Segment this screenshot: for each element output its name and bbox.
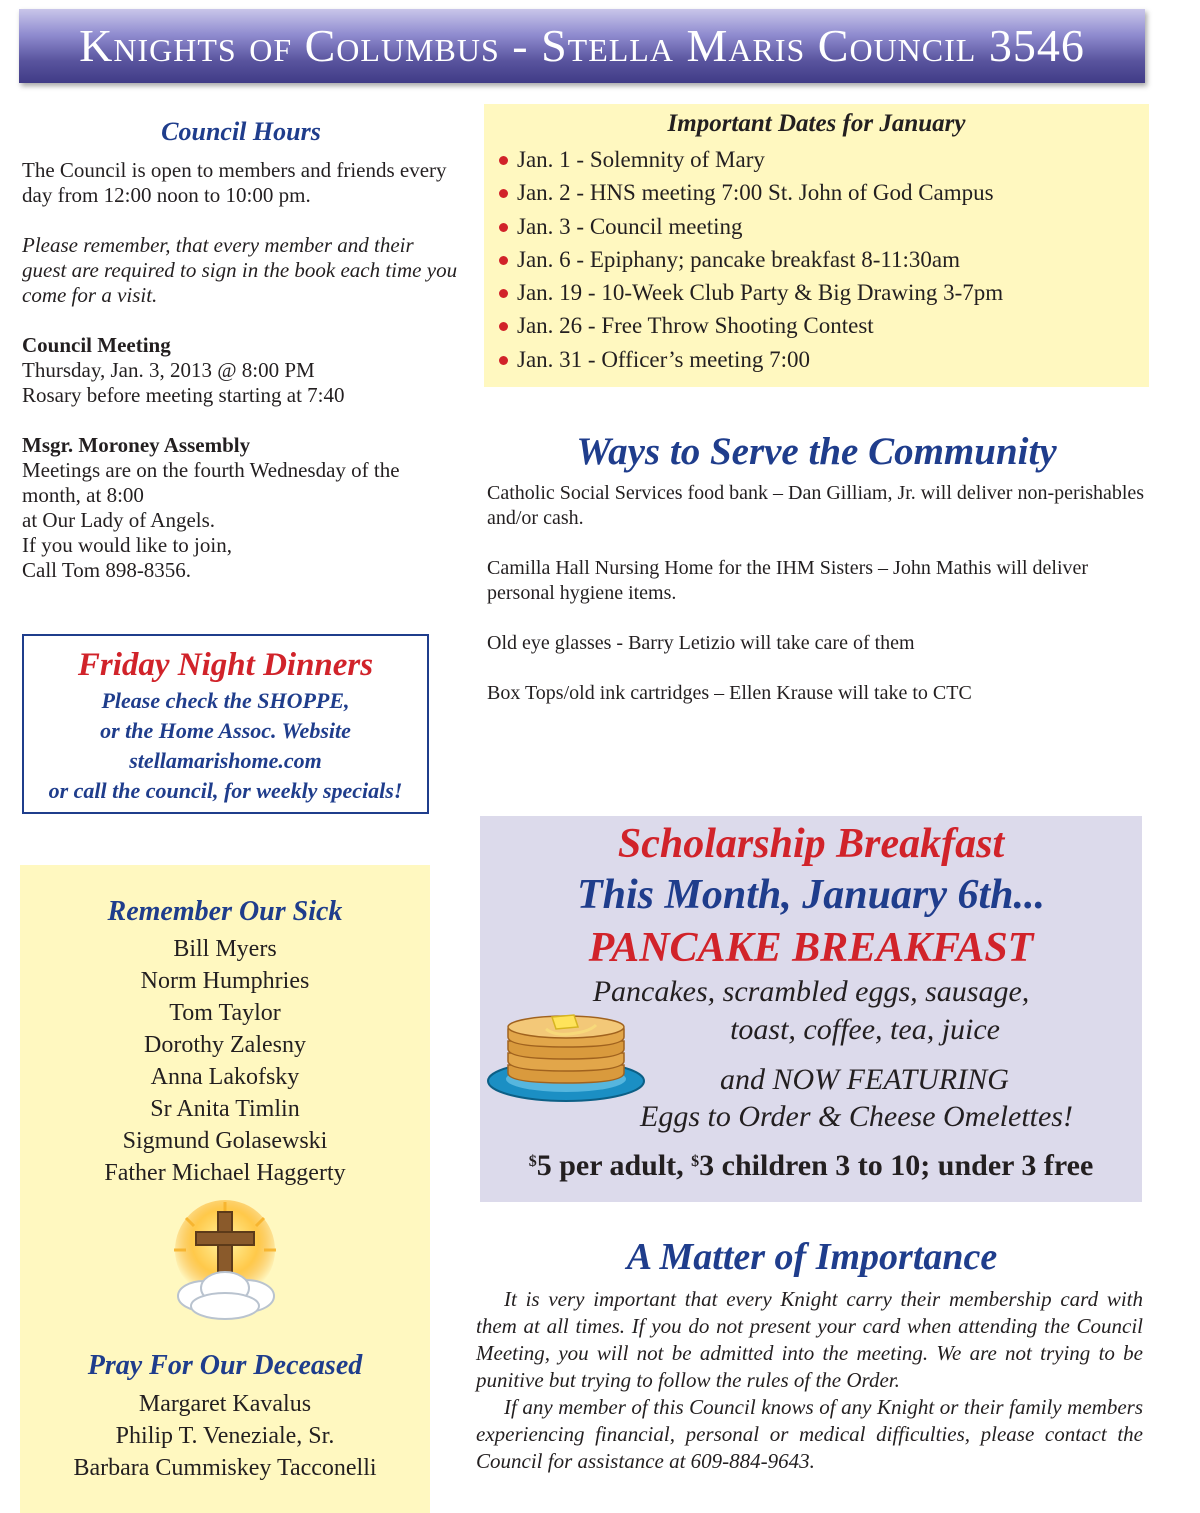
matter-paragraph: If any member of this Council knows of any Knight or their family members experiencing financial, personal or medical difficulties, please contact the Council for assistance at 609-884-9643. [476, 1395, 1143, 1473]
pancake-stack-icon [486, 1003, 646, 1103]
list-item: Anna Lakofsky [150, 1064, 300, 1090]
breakfast-featuring-items: Eggs to Order & Cheese Omelettes! [640, 1100, 1073, 1133]
sick-heading: Remember Our Sick [107, 896, 343, 927]
council-hours-heading: Council Hours [161, 117, 321, 146]
important-dates-heading: Important Dates for January [667, 110, 966, 137]
list-item: Tom Taylor [169, 1000, 281, 1026]
date-item-text: Jan. 2 - HNS meeting 7:00 St. John of God Campus [517, 180, 994, 206]
bullet-icon [499, 223, 508, 232]
bullet-icon [499, 156, 508, 165]
date-item-text: Jan. 31 - Officer’s meeting 7:00 [517, 346, 810, 372]
bullet-icon [499, 256, 508, 265]
price-adult: 5 per adult, [536, 1149, 692, 1182]
date-item-text: Jan. 1 - Solemnity of Mary [517, 147, 765, 172]
list-item: Dorothy Zalesny [144, 1032, 306, 1058]
assembly-line: Meetings are on the fourth Wednesday of the month, at 8:00 [22, 458, 400, 507]
list-item: Camilla Hall Nursing Home for the IHM Sisters – John Mathis will deliver personal hygiene items. [487, 557, 1089, 604]
list-item: Barbara Cummiskey Tacconelli [73, 1455, 377, 1481]
list-item [496, 210, 1146, 243]
date-item-text: Jan. 3 - Council meeting [517, 213, 743, 239]
assembly-line: Call Tom 898-8356. [22, 558, 192, 582]
list-item: Father Michael Haggerty [104, 1160, 346, 1186]
friday-dinners-title: Friday Night Dinners [77, 647, 374, 683]
bullet-icon [499, 356, 508, 365]
date-item-text: Jan. 26 - Free Throw Shooting Contest [517, 313, 874, 339]
list-item: Box Tops/old ink cartridges – Ellen Krause will take to CTC [487, 682, 972, 704]
breakfast-date: This Month, January 6th... [577, 872, 1045, 918]
list-item: Margaret Kavalus [138, 1391, 312, 1417]
bullet-icon [499, 189, 508, 198]
assembly-line: If you would like to join, [22, 533, 232, 557]
breakfast-title: Scholarship Breakfast [617, 821, 1005, 867]
list-item: Catholic Social Services food bank – Dan Gilliam, Jr. will deliver non-perishables and/or cash. [487, 482, 1145, 529]
list-item [496, 243, 1146, 276]
breakfast-menu-line: toast, coffee, tea, juice [730, 1013, 1000, 1046]
serve-community-heading: Ways to Serve the Community [576, 430, 1057, 473]
matter-heading: A Matter of Importance [626, 1236, 998, 1278]
bullet-icon [499, 322, 508, 331]
serve-community-list [487, 481, 1147, 731]
assembly-title: Msgr. Moroney Assembly [22, 433, 251, 457]
council-meeting-date: Thursday, Jan. 3, 2013 @ 8:00 PM [22, 358, 315, 382]
breakfast-price [480, 1148, 1142, 1184]
bullet-icon [499, 289, 508, 298]
list-item: Bill Myers [173, 936, 277, 962]
list-item [496, 309, 1146, 342]
deceased-heading: Pray For Our Deceased [87, 1350, 363, 1381]
sick-list [20, 933, 430, 1189]
important-dates-list [496, 143, 1146, 376]
deceased-list [20, 1388, 430, 1484]
matter-text [476, 1286, 1143, 1475]
page-title: Knights of Columbus - Stella Maris Council 3546 [79, 20, 1085, 71]
friday-line: or call the council, for weekly specials! [48, 778, 403, 803]
date-item-text: Jan. 6 - Epiphany; pancake breakfast 8-11:30am [517, 246, 961, 272]
assembly-details [22, 458, 462, 583]
breakfast-headline: PANCAKE BREAKFAST [588, 925, 1034, 971]
currency-sign: $ [691, 1153, 700, 1170]
friday-website: stellamarishome.com [129, 748, 322, 773]
currency-sign: $ [528, 1153, 537, 1170]
hours-text: The Council is open to members and friends every day from 12:00 noon to 10:00 pm. [22, 158, 447, 207]
matter-paragraph: It is very important that every Knight carry their membership card with them at all times. If you do not present your card when attending the Council Meeting, you will not be admitted into the meeting. We are not trying to be punitive but trying to follow the rules of the Order. [476, 1287, 1143, 1392]
friday-line: or the Home Assoc. Website [100, 718, 351, 743]
list-item [496, 176, 1146, 209]
assembly-line: at Our Lady of Angels. [22, 508, 216, 532]
list-item: Old eye glasses - Barry Letizio will take care of them [487, 632, 915, 654]
breakfast-menu-line: Pancakes, scrambled eggs, sausage, [592, 975, 1030, 1008]
council-meeting-rosary: Rosary before meeting starting at 7:40 [22, 383, 345, 407]
friday-dinners-text [22, 686, 429, 806]
cross-in-clouds-icon [166, 1200, 284, 1325]
list-item: Sigmund Golasewski [122, 1128, 328, 1154]
list-item: Norm Humphries [140, 968, 310, 994]
price-children: 3 children 3 to 10; under 3 free [699, 1149, 1094, 1182]
friday-line: Please check the SHOPPE, [101, 688, 350, 713]
signin-note: Please remember, that every member and their guest are required to sign in the book each time you come for a visit. [22, 233, 458, 307]
list-item [496, 343, 1146, 376]
list-item: Sr Anita Timlin [150, 1096, 300, 1122]
council-meeting-title: Council Meeting [22, 333, 171, 357]
date-item-text: Jan. 19 - 10-Week Club Party & Big Drawing 3-7pm [517, 280, 1004, 306]
list-item: Philip T. Veneziale, Sr. [115, 1423, 335, 1449]
list-item [496, 276, 1146, 309]
breakfast-featuring: and NOW FEATURING [720, 1063, 1009, 1096]
list-item [496, 143, 1146, 176]
